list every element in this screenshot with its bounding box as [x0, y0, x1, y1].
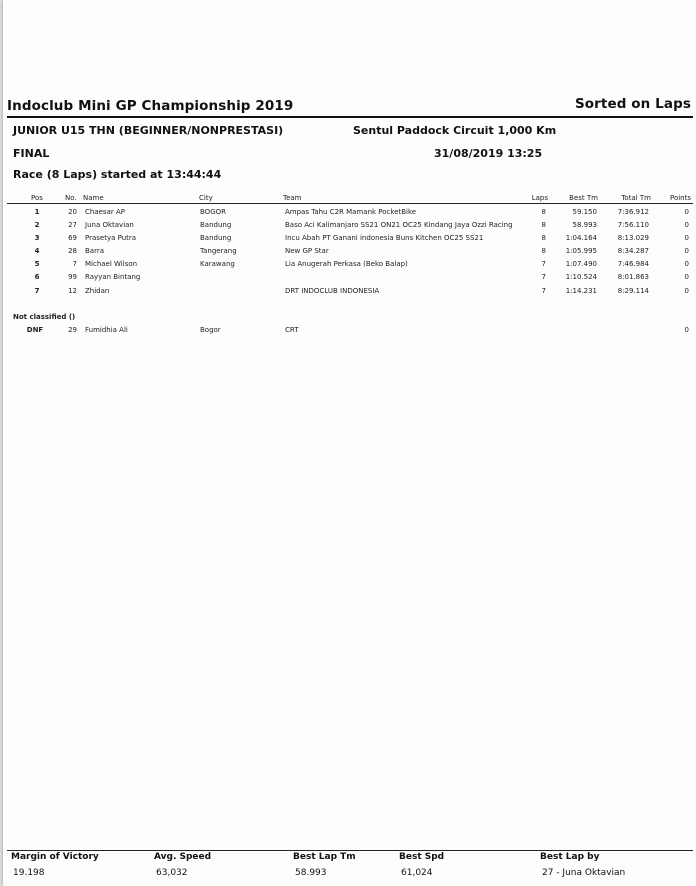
row-points: 0 — [684, 221, 689, 229]
row-team: DRT INDOCLUB INDONESIA — [285, 287, 380, 295]
row-total-tm: 7:56.110 — [617, 221, 649, 229]
not-classified-title: Not classified () — [13, 313, 76, 321]
row-total-tm: 8:29.114 — [617, 287, 649, 295]
col-team: Team — [283, 194, 302, 202]
row-points: 0 — [684, 260, 689, 268]
best-lap-by-label: Best Lap by — [540, 852, 600, 862]
row-total-tm: 8:01.863 — [617, 273, 649, 281]
row-points: 0 — [684, 287, 689, 295]
row-name: Chaesar AP — [85, 208, 125, 216]
row-number: 20 — [68, 208, 77, 216]
row-name: Juna Oktavian — [85, 221, 134, 229]
row-laps: 8 — [541, 247, 546, 255]
header-divider — [7, 203, 693, 204]
row-best-tm: 1:05.995 — [565, 247, 597, 255]
col-points: Points — [669, 194, 691, 202]
row-team: Lia Anugerah Perkasa (Beko Balap) — [285, 260, 408, 268]
row-best-tm: 1:04.164 — [565, 234, 597, 242]
row-pos: 2 — [34, 221, 40, 229]
row-city: Bogor — [200, 326, 221, 334]
row-pos: 7 — [34, 287, 40, 295]
row-number: 7 — [72, 260, 77, 268]
avg-speed-label: Avg. Speed — [154, 852, 212, 862]
row-points: 0 — [684, 326, 689, 334]
row-best-tm: 59.150 — [572, 208, 597, 216]
row-city: Bandung — [200, 234, 232, 242]
col-total-tm: Total Tm — [621, 194, 651, 202]
row-best-tm: 58.993 — [572, 221, 597, 229]
row-city: BOGOR — [200, 208, 226, 216]
row-team: Incu Abah PT Ganani indonesia Buns Kitchen OC25 SS21 — [285, 234, 484, 242]
col-pos: Pos — [31, 194, 43, 202]
row-points: 0 — [684, 208, 689, 216]
row-number: 29 — [68, 326, 77, 334]
row-name: Michael Wilson — [85, 260, 138, 268]
row-number: 28 — [68, 247, 77, 255]
row-name: Zhidan — [85, 287, 110, 295]
championship-title: Indoclub Mini GP Championship 2019 — [7, 98, 294, 114]
row-pos: DNF — [26, 326, 44, 334]
summary-divider — [7, 850, 693, 851]
best-lap-by-value: 27 - Juna Oktavian — [542, 868, 626, 878]
col-city: City — [199, 194, 213, 202]
title-divider — [7, 116, 693, 118]
best-spd-label: Best Spd — [399, 852, 445, 862]
row-best-tm: 1:07.490 — [565, 260, 597, 268]
row-team: Ampas Tahu C2R Mamank PocketBike — [285, 208, 417, 216]
row-total-tm: 8:34.287 — [617, 247, 649, 255]
row-number: 27 — [68, 221, 77, 229]
row-city: Tangerang — [200, 247, 237, 255]
row-laps: 7 — [541, 287, 546, 295]
row-name: Fumidhia Ali — [85, 326, 128, 334]
row-laps: 8 — [541, 208, 546, 216]
sort-label: Sorted on Laps — [574, 96, 691, 112]
row-total-tm: 7:36.912 — [617, 208, 649, 216]
row-name: Barra — [85, 247, 105, 255]
row-pos: 1 — [34, 208, 40, 216]
row-name: Rayyan Bintang — [85, 273, 141, 281]
class-name: JUNIOR U15 THN (BEGINNER/NONPRESTASI) — [13, 124, 284, 137]
avg-speed-value: 63,032 — [156, 868, 188, 878]
row-best-tm: 1:10.524 — [565, 273, 597, 281]
row-laps: 7 — [541, 273, 546, 281]
row-total-tm: 8:13.029 — [617, 234, 649, 242]
row-number: 12 — [68, 287, 77, 295]
best-lap-tm-value: 58.993 — [295, 868, 327, 878]
row-laps: 8 — [541, 221, 546, 229]
margin-value: 19.198 — [13, 868, 45, 878]
row-name: Prasetya Putra — [85, 234, 137, 242]
col-no: No. — [65, 194, 77, 202]
row-points: 0 — [684, 247, 689, 255]
result-sheet — [3, 0, 696, 886]
row-team: New GP Star — [285, 247, 329, 255]
col-best-tm: Best Tm — [569, 194, 598, 202]
row-laps: 7 — [541, 260, 546, 268]
row-best-tm: 1:14.231 — [565, 287, 597, 295]
row-points: 0 — [684, 234, 689, 242]
col-name: Name — [83, 194, 104, 202]
margin-label: Margin of Victory — [11, 852, 99, 862]
circuit-name: Sentul Paddock Circuit 1,000 Km — [353, 124, 557, 137]
race-info: Race (8 Laps) started at 13:44:44 — [13, 168, 222, 181]
row-number: 99 — [68, 273, 77, 281]
row-team: CRT — [285, 326, 299, 334]
best-lap-tm-label: Best Lap Tm — [293, 852, 356, 862]
row-city: Karawang — [200, 260, 235, 268]
row-city: Bandung — [200, 221, 232, 229]
row-pos: 4 — [34, 247, 40, 255]
row-team: Baso Aci Kalimanjaro SS21 ON21 OC25 Kindang Jaya Ozzi Racing — [285, 221, 513, 229]
row-pos: 3 — [34, 234, 40, 242]
row-points: 0 — [684, 273, 689, 281]
row-laps: 8 — [541, 234, 546, 242]
row-total-tm: 7:46.984 — [617, 260, 649, 268]
session-datetime: 31/08/2019 13:25 — [434, 147, 543, 160]
row-number: 69 — [68, 234, 77, 242]
col-laps: Laps — [531, 194, 548, 202]
row-pos: 5 — [34, 260, 40, 268]
row-pos: 6 — [34, 273, 40, 281]
best-spd-value: 61,024 — [401, 868, 433, 878]
session-name: FINAL — [13, 147, 50, 160]
